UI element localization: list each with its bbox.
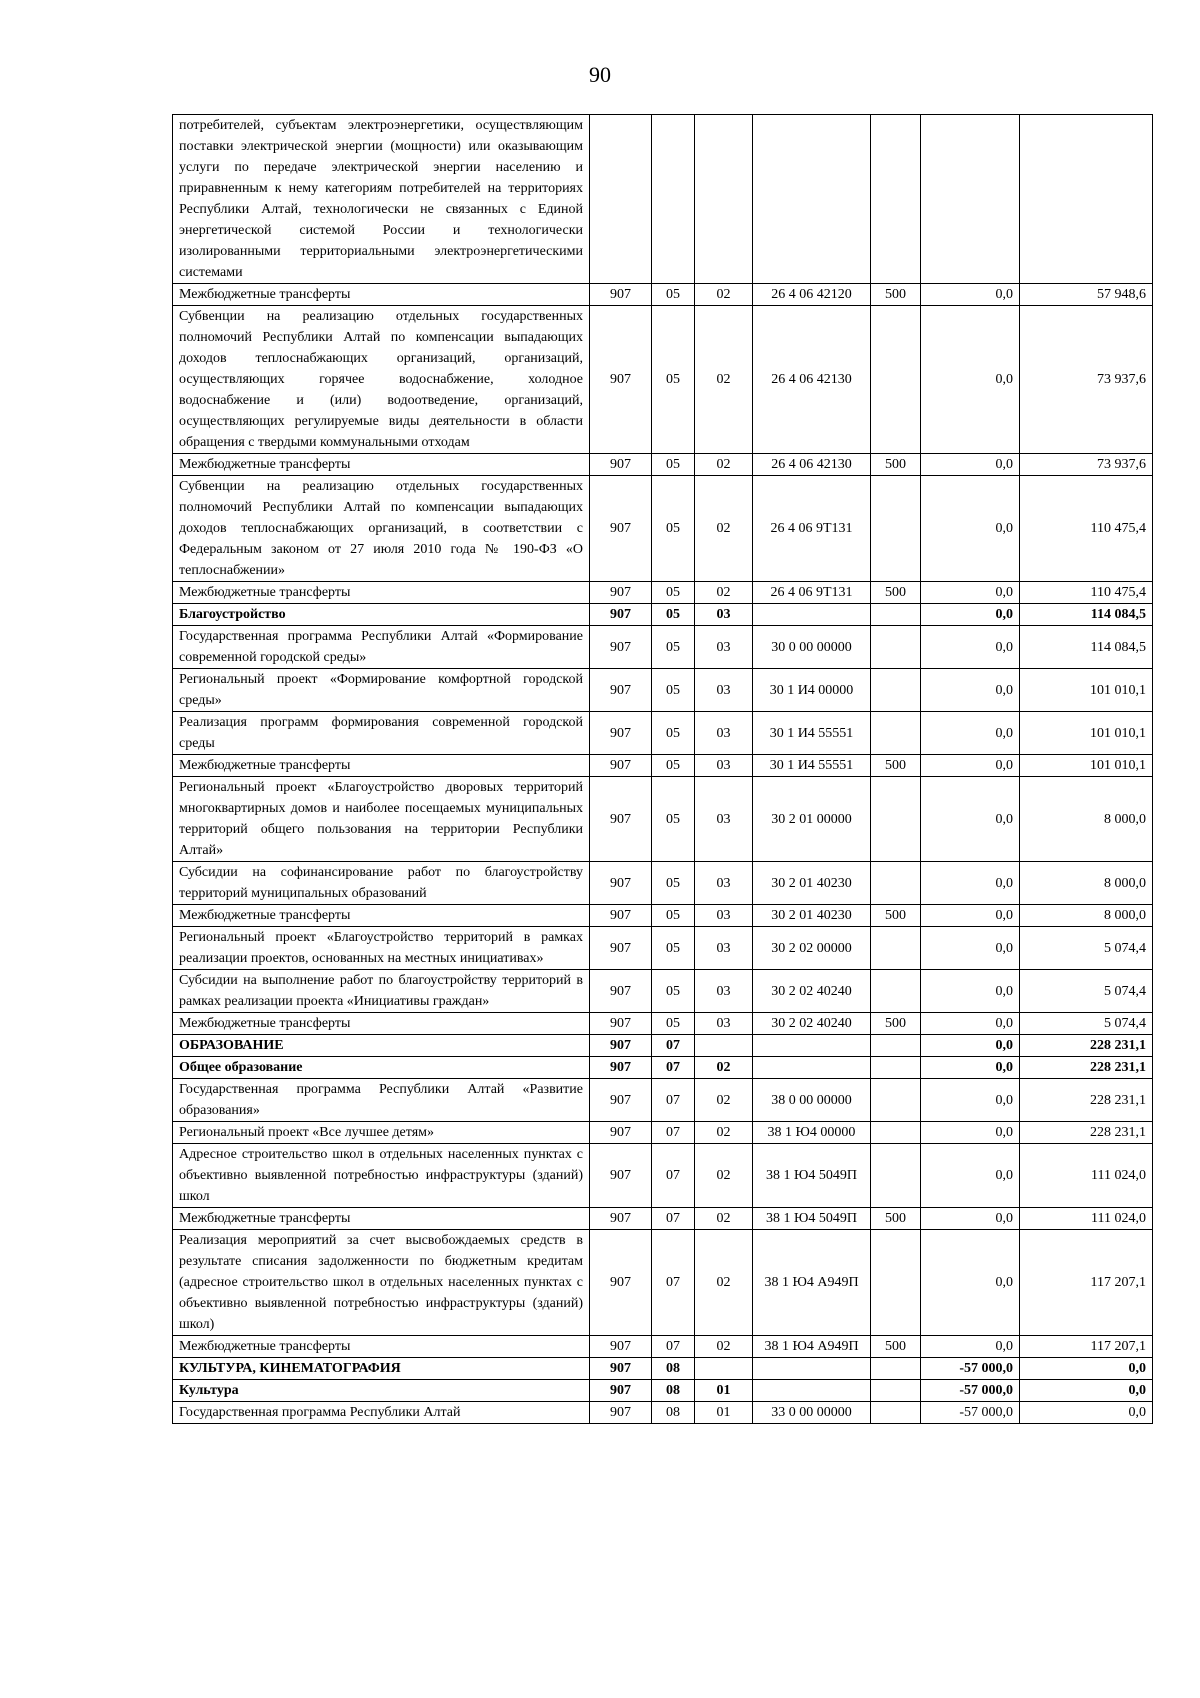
amount-cell: 0,0 (921, 1230, 1020, 1336)
total-cell: 101 010,1 (1020, 712, 1153, 755)
expense-type-cell: 500 (871, 1208, 921, 1230)
section-cell: 05 (652, 777, 695, 862)
target-article-cell: 30 0 00 00000 (753, 626, 871, 669)
item-name-cell: Реализация программ формирования современной городской среды (173, 712, 590, 755)
expense-type-cell (871, 1402, 921, 1424)
amount-cell: 0,0 (921, 905, 1020, 927)
table-row (173, 476, 1153, 582)
expense-type-cell: 500 (871, 905, 921, 927)
item-name-cell: Благоустройство (173, 604, 590, 626)
item-name-cell: Субвенции на реализацию отдельных государственных полномочий Республики Алтай по компенсации выпадающих доходов теплоснабжающих организаций, в соответствии с Федеральным законом от 27 июля 2010 года № 190-ФЗ «О теплоснабжении» (173, 476, 590, 582)
target-article-cell: 30 2 01 40230 (753, 905, 871, 927)
target-article-cell: 38 1 Ю4 00000 (753, 1122, 871, 1144)
amount-cell: 0,0 (921, 1336, 1020, 1358)
table-row (173, 1402, 1153, 1424)
section-cell: 05 (652, 626, 695, 669)
item-name-cell: Субвенции на реализацию отдельных государственных полномочий Республики Алтай по компенсации выпадающих доходов теплоснабжающих организаций, организаций, осуществляющих горячее водоснабжение, холодное водоснабжение и (или) водоотведение, организаций, осуществляющих регулируемые виды деятельности в области обращения с твердыми коммунальными отходам (173, 306, 590, 454)
table-row (173, 1144, 1153, 1208)
code-cell: 907 (590, 284, 652, 306)
subsection-cell: 02 (695, 1079, 753, 1122)
table-row (173, 1380, 1153, 1402)
target-article-cell: 26 4 06 9Т131 (753, 582, 871, 604)
item-name-cell: ОБРАЗОВАНИЕ (173, 1035, 590, 1057)
expense-type-cell: 500 (871, 454, 921, 476)
expense-type-cell (871, 1380, 921, 1402)
subsection-cell: 02 (695, 1336, 753, 1358)
section-cell: 07 (652, 1208, 695, 1230)
section-cell: 05 (652, 454, 695, 476)
item-name-cell: Региональный проект «Благоустройство дворовых территорий многоквартирных домов и наиболее посещаемых муниципальных территорий общего пользования на территории Республики Алтай» (173, 777, 590, 862)
target-article-cell: 26 4 06 42130 (753, 454, 871, 476)
table-row (173, 755, 1153, 777)
section-cell: 08 (652, 1402, 695, 1424)
code-cell: 907 (590, 669, 652, 712)
subsection-cell: 03 (695, 626, 753, 669)
item-name-cell: Государственная программа Республики Алтай «Развитие образования» (173, 1079, 590, 1122)
code-cell: 907 (590, 1208, 652, 1230)
section-cell: 05 (652, 476, 695, 582)
subsection-cell: 03 (695, 604, 753, 626)
table-row (173, 582, 1153, 604)
amount-cell: 0,0 (921, 712, 1020, 755)
subsection-cell: 03 (695, 669, 753, 712)
code-cell: 907 (590, 1057, 652, 1079)
expense-type-cell: 500 (871, 755, 921, 777)
table-row (173, 1230, 1153, 1336)
section-cell: 05 (652, 970, 695, 1013)
section-cell: 05 (652, 669, 695, 712)
table-row (173, 970, 1153, 1013)
table-row (173, 604, 1153, 626)
target-article-cell (753, 1035, 871, 1057)
table-row (173, 284, 1153, 306)
code-cell: 907 (590, 1079, 652, 1122)
section-cell: 05 (652, 712, 695, 755)
item-name-cell: Региональный проект «Все лучшее детям» (173, 1122, 590, 1144)
code-cell: 907 (590, 626, 652, 669)
code-cell: 907 (590, 970, 652, 1013)
total-cell: 0,0 (1020, 1358, 1153, 1380)
section-cell: 08 (652, 1380, 695, 1402)
target-article-cell (753, 1057, 871, 1079)
expense-type-cell (871, 476, 921, 582)
amount-cell: 0,0 (921, 1079, 1020, 1122)
item-name-cell: Общее образование (173, 1057, 590, 1079)
code-cell: 907 (590, 476, 652, 582)
total-cell: 110 475,4 (1020, 582, 1153, 604)
table-row (173, 712, 1153, 755)
amount-cell: 0,0 (921, 669, 1020, 712)
amount-cell: 0,0 (921, 1208, 1020, 1230)
amount-cell: 0,0 (921, 626, 1020, 669)
target-article-cell: 38 1 Ю4 А949П (753, 1336, 871, 1358)
subsection-cell (695, 115, 753, 284)
code-cell: 907 (590, 306, 652, 454)
subsection-cell (695, 1358, 753, 1380)
expense-type-cell (871, 669, 921, 712)
total-cell: 114 084,5 (1020, 604, 1153, 626)
target-article-cell: 30 2 01 00000 (753, 777, 871, 862)
target-article-cell: 30 1 И4 55551 (753, 755, 871, 777)
subsection-cell: 02 (695, 1144, 753, 1208)
section-cell: 07 (652, 1144, 695, 1208)
amount-cell: 0,0 (921, 777, 1020, 862)
subsection-cell: 02 (695, 1208, 753, 1230)
subsection-cell: 02 (695, 1057, 753, 1079)
total-cell: 5 074,4 (1020, 970, 1153, 1013)
section-cell: 05 (652, 1013, 695, 1035)
expense-type-cell (871, 115, 921, 284)
expense-type-cell (871, 626, 921, 669)
subsection-cell: 03 (695, 927, 753, 970)
item-name-cell: Межбюджетные трансферты (173, 454, 590, 476)
total-cell: 5 074,4 (1020, 927, 1153, 970)
expense-type-cell (871, 970, 921, 1013)
amount-cell: 0,0 (921, 1144, 1020, 1208)
table-row (173, 1079, 1153, 1122)
subsection-cell: 02 (695, 306, 753, 454)
budget-table (172, 114, 1153, 1424)
item-name-cell: Межбюджетные трансферты (173, 284, 590, 306)
section-cell: 07 (652, 1122, 695, 1144)
expense-type-cell (871, 1079, 921, 1122)
code-cell: 907 (590, 1035, 652, 1057)
section-cell: 05 (652, 862, 695, 905)
total-cell: 73 937,6 (1020, 454, 1153, 476)
item-name-cell: потребителей, субъектам электроэнергетики, осуществляющим поставки электрической энергии (мощности) или оказывающим услуги по передаче электрической энергии населению и приравненным к нему категориям потребителей на территориях Республики Алтай, технологически не связанных с Единой энергетической системой России и технологически изолированными территориальными электроэнергетическими системами (173, 115, 590, 284)
subsection-cell: 02 (695, 476, 753, 582)
table-row (173, 626, 1153, 669)
table-row (173, 1013, 1153, 1035)
item-name-cell: Межбюджетные трансферты (173, 1013, 590, 1035)
total-cell: 73 937,6 (1020, 306, 1153, 454)
total-cell: 8 000,0 (1020, 862, 1153, 905)
item-name-cell: Межбюджетные трансферты (173, 1208, 590, 1230)
amount-cell: 0,0 (921, 927, 1020, 970)
amount-cell (921, 115, 1020, 284)
subsection-cell: 01 (695, 1380, 753, 1402)
target-article-cell: 30 2 02 40240 (753, 970, 871, 1013)
table-row (173, 115, 1153, 284)
table-row (173, 1057, 1153, 1079)
code-cell: 907 (590, 1013, 652, 1035)
item-name-cell: Региональный проект «Формирование комфортной городской среды» (173, 669, 590, 712)
code-cell: 907 (590, 1122, 652, 1144)
expense-type-cell: 500 (871, 1013, 921, 1035)
total-cell: 0,0 (1020, 1380, 1153, 1402)
table-row (173, 306, 1153, 454)
code-cell: 907 (590, 927, 652, 970)
amount-cell: 0,0 (921, 306, 1020, 454)
subsection-cell: 02 (695, 454, 753, 476)
amount-cell: -57 000,0 (921, 1402, 1020, 1424)
expense-type-cell: 500 (871, 284, 921, 306)
total-cell: 111 024,0 (1020, 1208, 1153, 1230)
subsection-cell: 02 (695, 1230, 753, 1336)
code-cell: 907 (590, 604, 652, 626)
target-article-cell: 33 0 00 00000 (753, 1402, 871, 1424)
total-cell: 101 010,1 (1020, 669, 1153, 712)
table-row (173, 1122, 1153, 1144)
expense-type-cell (871, 1358, 921, 1380)
table-row (173, 454, 1153, 476)
target-article-cell: 26 4 06 42130 (753, 306, 871, 454)
subsection-cell: 03 (695, 755, 753, 777)
amount-cell: 0,0 (921, 755, 1020, 777)
expense-type-cell: 500 (871, 1336, 921, 1358)
total-cell (1020, 115, 1153, 284)
item-name-cell: Реализация мероприятий за счет высвобождаемых средств в результате списания задолженности по бюджетным кредитам (адресное строительство школ в отдельных населенных пунктах с объективно выявленной потребностью инфраструктуры (зданий) школ) (173, 1230, 590, 1336)
amount-cell: 0,0 (921, 1013, 1020, 1035)
section-cell: 05 (652, 306, 695, 454)
item-name-cell: Государственная программа Республики Алтай (173, 1402, 590, 1424)
target-article-cell: 30 1 И4 55551 (753, 712, 871, 755)
item-name-cell: Государственная программа Республики Алтай «Формирование современной городской среды» (173, 626, 590, 669)
target-article-cell: 30 2 02 40240 (753, 1013, 871, 1035)
section-cell: 05 (652, 604, 695, 626)
target-article-cell: 26 4 06 9Т131 (753, 476, 871, 582)
table-row (173, 1336, 1153, 1358)
page-number: 90 (589, 62, 611, 87)
table-row (173, 862, 1153, 905)
target-article-cell (753, 1358, 871, 1380)
target-article-cell: 38 1 Ю4 5049П (753, 1144, 871, 1208)
amount-cell: 0,0 (921, 1035, 1020, 1057)
section-cell: 05 (652, 582, 695, 604)
item-name-cell: Межбюджетные трансферты (173, 1336, 590, 1358)
code-cell: 907 (590, 712, 652, 755)
table-row (173, 1035, 1153, 1057)
total-cell: 228 231,1 (1020, 1122, 1153, 1144)
code-cell: 907 (590, 582, 652, 604)
expense-type-cell (871, 777, 921, 862)
total-cell: 8 000,0 (1020, 905, 1153, 927)
amount-cell: 0,0 (921, 1057, 1020, 1079)
code-cell: 907 (590, 755, 652, 777)
item-name-cell: Межбюджетные трансферты (173, 905, 590, 927)
code-cell: 907 (590, 1358, 652, 1380)
code-cell (590, 115, 652, 284)
table-row (173, 905, 1153, 927)
target-article-cell: 26 4 06 42120 (753, 284, 871, 306)
expense-type-cell (871, 712, 921, 755)
table-row (173, 1208, 1153, 1230)
item-name-cell: Межбюджетные трансферты (173, 755, 590, 777)
total-cell: 117 207,1 (1020, 1336, 1153, 1358)
amount-cell: -57 000,0 (921, 1358, 1020, 1380)
code-cell: 907 (590, 1230, 652, 1336)
total-cell: 111 024,0 (1020, 1144, 1153, 1208)
section-cell (652, 115, 695, 284)
amount-cell: 0,0 (921, 970, 1020, 1013)
expense-type-cell (871, 1057, 921, 1079)
subsection-cell: 02 (695, 1122, 753, 1144)
total-cell: 228 231,1 (1020, 1057, 1153, 1079)
total-cell: 101 010,1 (1020, 755, 1153, 777)
expense-type-cell (871, 1144, 921, 1208)
target-article-cell: 38 1 Ю4 А949П (753, 1230, 871, 1336)
target-article-cell: 30 2 01 40230 (753, 862, 871, 905)
amount-cell: 0,0 (921, 284, 1020, 306)
target-article-cell (753, 1380, 871, 1402)
code-cell: 907 (590, 1336, 652, 1358)
expense-type-cell (871, 862, 921, 905)
amount-cell: 0,0 (921, 454, 1020, 476)
item-name-cell: Субсидии на выполнение работ по благоустройству территорий в рамках реализации проекта «Инициативы граждан» (173, 970, 590, 1013)
section-cell: 07 (652, 1336, 695, 1358)
amount-cell: 0,0 (921, 476, 1020, 582)
expense-type-cell (871, 306, 921, 454)
code-cell: 907 (590, 1402, 652, 1424)
total-cell: 0,0 (1020, 1402, 1153, 1424)
table-row (173, 669, 1153, 712)
code-cell: 907 (590, 862, 652, 905)
table-row (173, 1358, 1153, 1380)
item-name-cell: Региональный проект «Благоустройство территорий в рамках реализации проектов, основанных на местных инициативах» (173, 927, 590, 970)
item-name-cell: Субсидии на софинансирование работ по благоустройству территорий муниципальных образований (173, 862, 590, 905)
item-name-cell: Межбюджетные трансферты (173, 582, 590, 604)
subsection-cell: 03 (695, 905, 753, 927)
target-article-cell: 30 1 И4 00000 (753, 669, 871, 712)
total-cell: 228 231,1 (1020, 1035, 1153, 1057)
section-cell: 05 (652, 927, 695, 970)
amount-cell: 0,0 (921, 604, 1020, 626)
amount-cell: 0,0 (921, 862, 1020, 905)
subsection-cell: 02 (695, 582, 753, 604)
expense-type-cell (871, 1122, 921, 1144)
total-cell: 110 475,4 (1020, 476, 1153, 582)
subsection-cell: 03 (695, 1013, 753, 1035)
table-body (173, 115, 1153, 1424)
item-name-cell: Культура (173, 1380, 590, 1402)
code-cell: 907 (590, 777, 652, 862)
table-row (173, 777, 1153, 862)
target-article-cell: 38 0 00 00000 (753, 1079, 871, 1122)
total-cell: 228 231,1 (1020, 1079, 1153, 1122)
amount-cell: -57 000,0 (921, 1380, 1020, 1402)
item-name-cell: Адресное строительство школ в отдельных населенных пунктах с объективно выявленной потребностью инфраструктуры (зданий) школ (173, 1144, 590, 1208)
subsection-cell (695, 1035, 753, 1057)
code-cell: 907 (590, 454, 652, 476)
total-cell: 117 207,1 (1020, 1230, 1153, 1336)
section-cell: 07 (652, 1079, 695, 1122)
subsection-cell: 03 (695, 970, 753, 1013)
amount-cell: 0,0 (921, 1122, 1020, 1144)
total-cell: 8 000,0 (1020, 777, 1153, 862)
subsection-cell: 03 (695, 777, 753, 862)
expense-type-cell (871, 1035, 921, 1057)
amount-cell: 0,0 (921, 582, 1020, 604)
expense-type-cell (871, 604, 921, 626)
code-cell: 907 (590, 1380, 652, 1402)
target-article-cell: 38 1 Ю4 5049П (753, 1208, 871, 1230)
section-cell: 07 (652, 1035, 695, 1057)
code-cell: 907 (590, 1144, 652, 1208)
section-cell: 07 (652, 1057, 695, 1079)
target-article-cell (753, 115, 871, 284)
section-cell: 08 (652, 1358, 695, 1380)
subsection-cell: 02 (695, 284, 753, 306)
expense-type-cell (871, 927, 921, 970)
expense-type-cell: 500 (871, 582, 921, 604)
section-cell: 07 (652, 1230, 695, 1336)
total-cell: 57 948,6 (1020, 284, 1153, 306)
subsection-cell: 01 (695, 1402, 753, 1424)
table-row (173, 927, 1153, 970)
section-cell: 05 (652, 284, 695, 306)
expense-type-cell (871, 1230, 921, 1336)
item-name-cell: КУЛЬТУРА, КИНЕМАТОГРАФИЯ (173, 1358, 590, 1380)
target-article-cell (753, 604, 871, 626)
section-cell: 05 (652, 755, 695, 777)
subsection-cell: 03 (695, 862, 753, 905)
target-article-cell: 30 2 02 00000 (753, 927, 871, 970)
total-cell: 114 084,5 (1020, 626, 1153, 669)
subsection-cell: 03 (695, 712, 753, 755)
code-cell: 907 (590, 905, 652, 927)
section-cell: 05 (652, 905, 695, 927)
total-cell: 5 074,4 (1020, 1013, 1153, 1035)
